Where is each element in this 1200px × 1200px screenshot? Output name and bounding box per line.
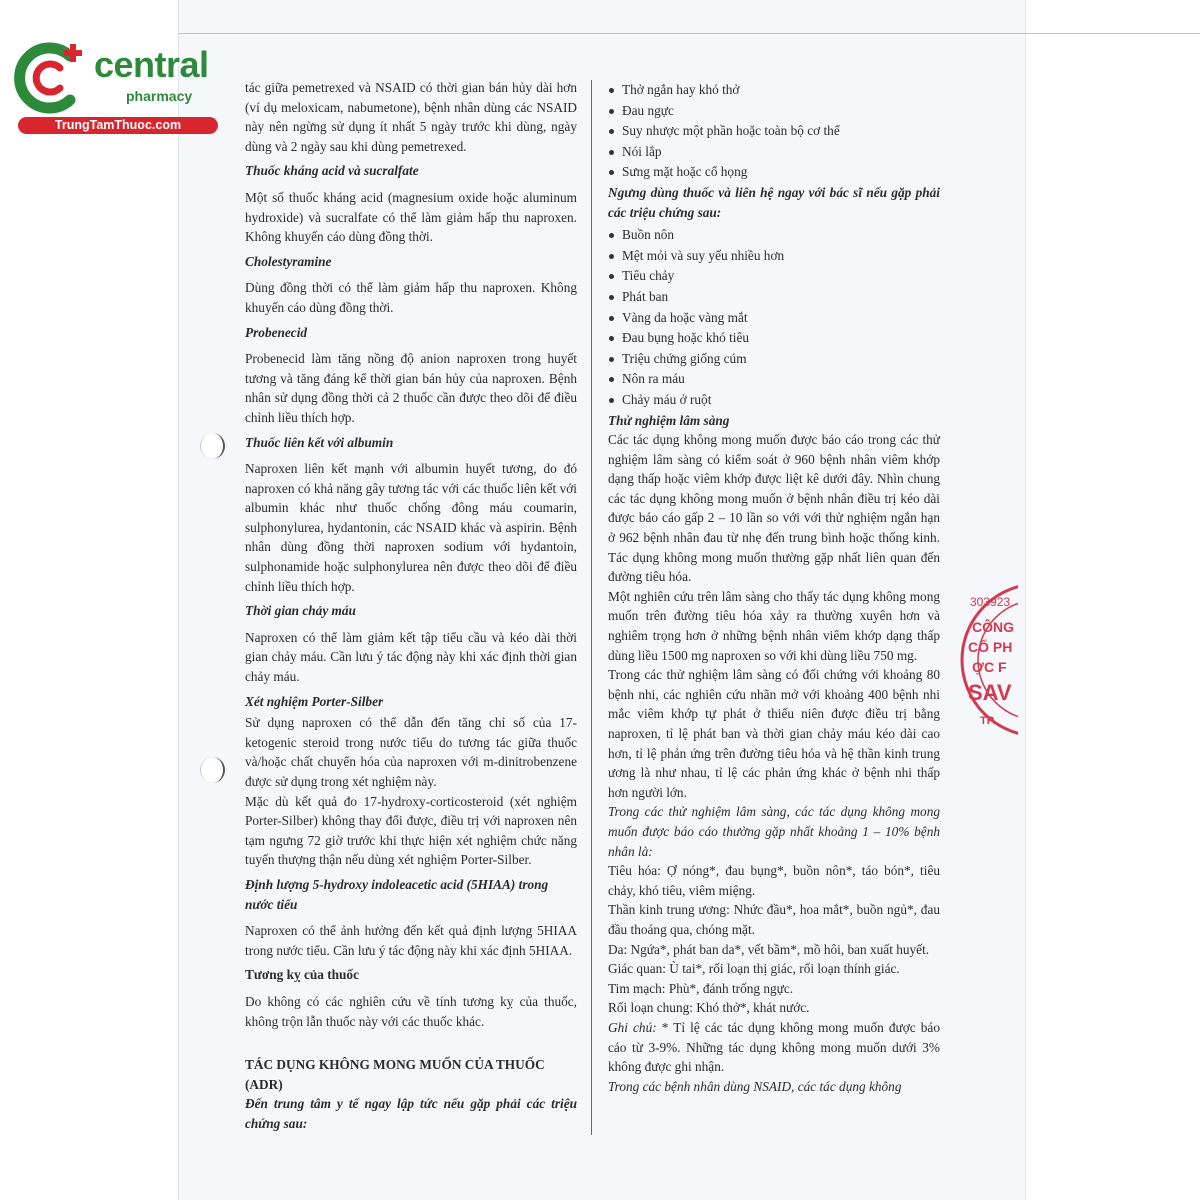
left-column bbox=[245, 78, 577, 1134]
paragraph-probenecid: Probenecid làm tăng nồng độ anion naproxen trong huyết tương và tăng đáng kể thời gian bán hủy của naproxen. Bệnh nhân sử dụng đồng thời cả 2 thuốc cần được theo dõi để điều chỉnh liều thích hợp. bbox=[245, 351, 577, 425]
logo-subtitle: pharmacy bbox=[126, 88, 193, 104]
paragraph-5hiaa: Naproxen có thể ảnh hưởng đến kết quả định lượng 5HIAA trong nước tiểu. Cần lưu ý tác động này khi xác định 5HIAA. bbox=[245, 923, 577, 958]
paragraph-note bbox=[608, 1018, 940, 1077]
stamp-line4: SAV bbox=[968, 680, 1012, 705]
punch-hole bbox=[200, 757, 225, 783]
column-divider bbox=[591, 80, 592, 1135]
list-item: Thở ngắn hay khó thở bbox=[608, 80, 940, 101]
list-item: Sưng mặt hoặc cổ họng bbox=[608, 162, 940, 183]
urgent-symptom-list bbox=[608, 80, 940, 183]
stamp-line2: CỔ PH bbox=[968, 639, 1013, 655]
list-item: Tiêu chảy bbox=[608, 266, 940, 287]
paragraph-cardio: Tim mạch: Phù*, đánh trống ngực. bbox=[608, 980, 794, 996]
heading-bleeding-time: Thời gian chảy máu bbox=[245, 603, 356, 619]
paragraph-general: Rối loạn chung: Khó thở*, khát nước. bbox=[608, 1000, 810, 1016]
heading-5hiaa: Định lượng 5-hydroxy indoleacetic acid (5HIAA) trong nước tiểu bbox=[245, 876, 549, 912]
right-column bbox=[608, 80, 940, 1096]
list-item: Vàng da hoặc vàng mắt bbox=[608, 308, 940, 329]
paragraph-nsaid: Trong các bệnh nhân dùng NSAID, các tác dụng không bbox=[608, 1078, 902, 1094]
paragraph-cholestyramine: Dùng đồng thời có thể làm giảm hấp thu naproxen. Không khuyến cáo dùng đồng thời. bbox=[245, 280, 577, 315]
stamp-line1: CÔNG bbox=[972, 619, 1014, 635]
paragraph-common-effects: Trong các thử nghiệm lâm sàng, các tác dụng không mong muốn được báo cáo thường gặp nhất khoảng 1 – 10% bệnh nhân là: bbox=[608, 804, 940, 859]
paragraph-albumin: Naproxen liên kết mạnh với albumin huyết tương, do đó naproxen có khả năng gây tương tác với các thuốc liên kết với albumin khác như thuốc chống đông máu coumarin, sulphonylurea, hydantonin, các NSAID khác và aspirin. Bệnh nhân dùng đồng thời naproxen sodium với hydantoin, sulphonamide hoặc sulphonylurea nên được theo dõi để điều chỉnh liều thích hợp. bbox=[245, 461, 577, 594]
note-text: * Tỉ lệ các tác dụng không mong muốn được báo cáo từ 3-9%. Những tác dụng không mong muốn dưới 3% không được ghi nhận. bbox=[608, 1019, 940, 1075]
paragraph-skin: Da: Ngứa*, phát ban da*, vết bầm*, mồ hôi, ban xuất huyết. bbox=[608, 941, 930, 957]
paragraph-trial-2: Một nghiên cứu trên lâm sàng cho thấy tác dụng không mong muốn trên đường tiêu hóa xảy ra thường xuyên hơn và nghiêm trọng hơn ở những bệnh nhân viêm khớp dạng thấp dùng liều 1500 mg naproxen so với khi dùng liều 750 mg. bbox=[608, 588, 940, 663]
heading-antacid: Thuốc kháng acid và sucralfate bbox=[245, 163, 419, 179]
list-item: Mệt mỏi và suy yếu nhiều hơn bbox=[608, 246, 940, 267]
stamp-number: 303923 bbox=[970, 595, 1011, 609]
paragraph-stop-intro: Ngưng dùng thuốc và liên hệ ngay với bác sĩ nếu gặp phải các triệu chứng sau: bbox=[608, 184, 940, 220]
heading-porter-silber: Xét nghiệm Porter-Silber bbox=[245, 693, 384, 709]
paragraph-cns: Thần kinh trung ương: Nhức đầu*, hoa mắt*, buồn ngủ*, đau đầu thoáng qua, chóng mặt. bbox=[608, 902, 940, 937]
stamp-line3: ỢC F bbox=[972, 659, 1007, 675]
punch-hole bbox=[200, 433, 225, 459]
list-item: Triệu chứng giống cúm bbox=[608, 349, 940, 370]
paragraph-adr-intro: Đến trung tâm y tế ngay lập tức nếu gặp phải các triệu chứng sau: bbox=[245, 1096, 577, 1131]
pharmacy-c-icon bbox=[12, 40, 92, 116]
paragraph-antacid: Một số thuốc kháng acid (magnesium oxide hoặc aluminum hydroxide) và sucralfate có thể làm giảm hấp thu naproxen. Không khuyến cáo dùng đồng thời. bbox=[245, 189, 577, 245]
page-top-rule bbox=[178, 33, 1200, 34]
heading-incompatibility: Tương kỵ của thuốc bbox=[245, 967, 359, 983]
stop-symptom-list bbox=[608, 225, 940, 410]
stamp-line5: TP. bbox=[980, 715, 996, 727]
paragraph-bleeding-time: Naproxen có thể làm giảm kết tập tiểu cầu và kéo dài thời gian chảy máu. Cần lưu ý tác động này khi xác định thời gian chảy máu. bbox=[245, 629, 577, 685]
list-item: Nôn ra máu bbox=[608, 369, 940, 390]
list-item: Nói lắp bbox=[608, 142, 940, 163]
heading-albumin: Thuốc liên kết với albumin bbox=[245, 434, 394, 450]
list-item: Suy nhược một phần hoặc toàn bộ cơ thể bbox=[608, 121, 940, 142]
list-item: Phát ban bbox=[608, 287, 940, 308]
list-item: Buồn nôn bbox=[608, 225, 940, 246]
paragraph-porter-silber-1: Sử dụng naproxen có thể dẫn đến tăng chỉ số của 17-ketogenic steroid trong nước tiểu do tương tác giữa thuốc và/hoặc chất chuyển hóa của naproxen với m-dinitrobenzene được sử dụng trong xét nghiệm này. bbox=[245, 715, 577, 789]
paragraph-gi: Tiêu hóa: Ợ nóng*, đau bụng*, buồn nôn*, táo bón*, tiêu chảy, khó tiêu, viêm miệng. bbox=[608, 863, 940, 898]
heading-clinical-trials: Thử nghiệm lâm sàng bbox=[608, 412, 730, 428]
note-label: Ghi chú: bbox=[608, 1019, 657, 1035]
logo-site-banner: TrungTamThuoc.com bbox=[18, 117, 218, 134]
paragraph-trial-3: Trong các thử nghiệm lâm sàng có đối chứng với khoảng 80 bệnh nhi, các nghiên cứu nhãn mở với khoảng 400 bệnh nhi mắc viêm khớp tự phát ở thiếu niên được điều trị bằng naproxen, tỉ lệ phát ban và thời gian chảy máu kéo dài cao hơn, tỉ lệ phản ứng trên đường tiêu hóa và hệ thần kinh trung ương là như nhau, tỉ lệ các phản ứng khác ở bệnh nhi thấp hơn người lớn. bbox=[608, 667, 940, 800]
heading-adr: TÁC DỤNG KHÔNG MONG MUỐN CỦA THUỐC (ADR) bbox=[245, 1057, 545, 1092]
paragraph-porter-silber-2: Mặc dù kết quả đo 17-hydroxy-corticosteroid (xét nghiệm Porter-Silber) không thay đổi được, điều trị với naproxen nên tạm ngưng 72 giờ trước khi thực hiện xét nghiệm chức năng tuyến thượng thận nếu dùng xét nghiệm Porter-Silber. bbox=[245, 793, 577, 868]
paragraph-senses: Giác quan: Ù tai*, rối loạn thị giác, rối loạn thính giác. bbox=[608, 961, 900, 977]
list-item: Đau ngực bbox=[608, 101, 940, 122]
heading-cholestyramine: Cholestyramine bbox=[245, 253, 332, 269]
paragraph-pemetrexed: tác giữa pemetrexed và NSAID có thời gian bán hủy dài hơn (ví dụ meloxicam, nabumetone), bệnh nhân dùng các NSAID này nên ngừng sử dụng ít nhất 5 ngày trước khi dùng, ngày dùng và 2 ngày sau khi dùng pemetrexed. bbox=[245, 80, 577, 154]
list-item: Đau bụng hoặc khó tiêu bbox=[608, 328, 940, 349]
heading-probenecid: Probenecid bbox=[245, 324, 308, 340]
central-pharmacy-logo bbox=[8, 36, 218, 136]
company-stamp bbox=[958, 580, 1018, 740]
paragraph-trial-1: Các tác dụng không mong muốn được báo cáo trong các thử nghiệm lâm sàng có kiểm soát ở 960 bệnh nhân viêm khớp dạng thấp hoặc viêm khớp được liệt kê dưới đây. Nhìn chung các tác dụng không mong muốn ở bệnh nhân điều trị kéo dài được báo cáo gấp 2 – 10 lần so với với thử nghiệm ngắn hạn ở 962 bệnh nhân đau từ nhẹ đến trung bình hoặc thống kinh. Tác dụng không mong muốn thường gặp nhất liên quan đến đường tiêu hóa. bbox=[608, 432, 940, 585]
logo-wordmark: central bbox=[94, 44, 209, 85]
list-item: Chảy máu ở ruột bbox=[608, 390, 940, 411]
paragraph-incompatibility: Do không có các nghiên cứu về tính tương kỵ của thuốc, không trộn lẫn thuốc này với các thuốc khác. bbox=[245, 993, 577, 1029]
